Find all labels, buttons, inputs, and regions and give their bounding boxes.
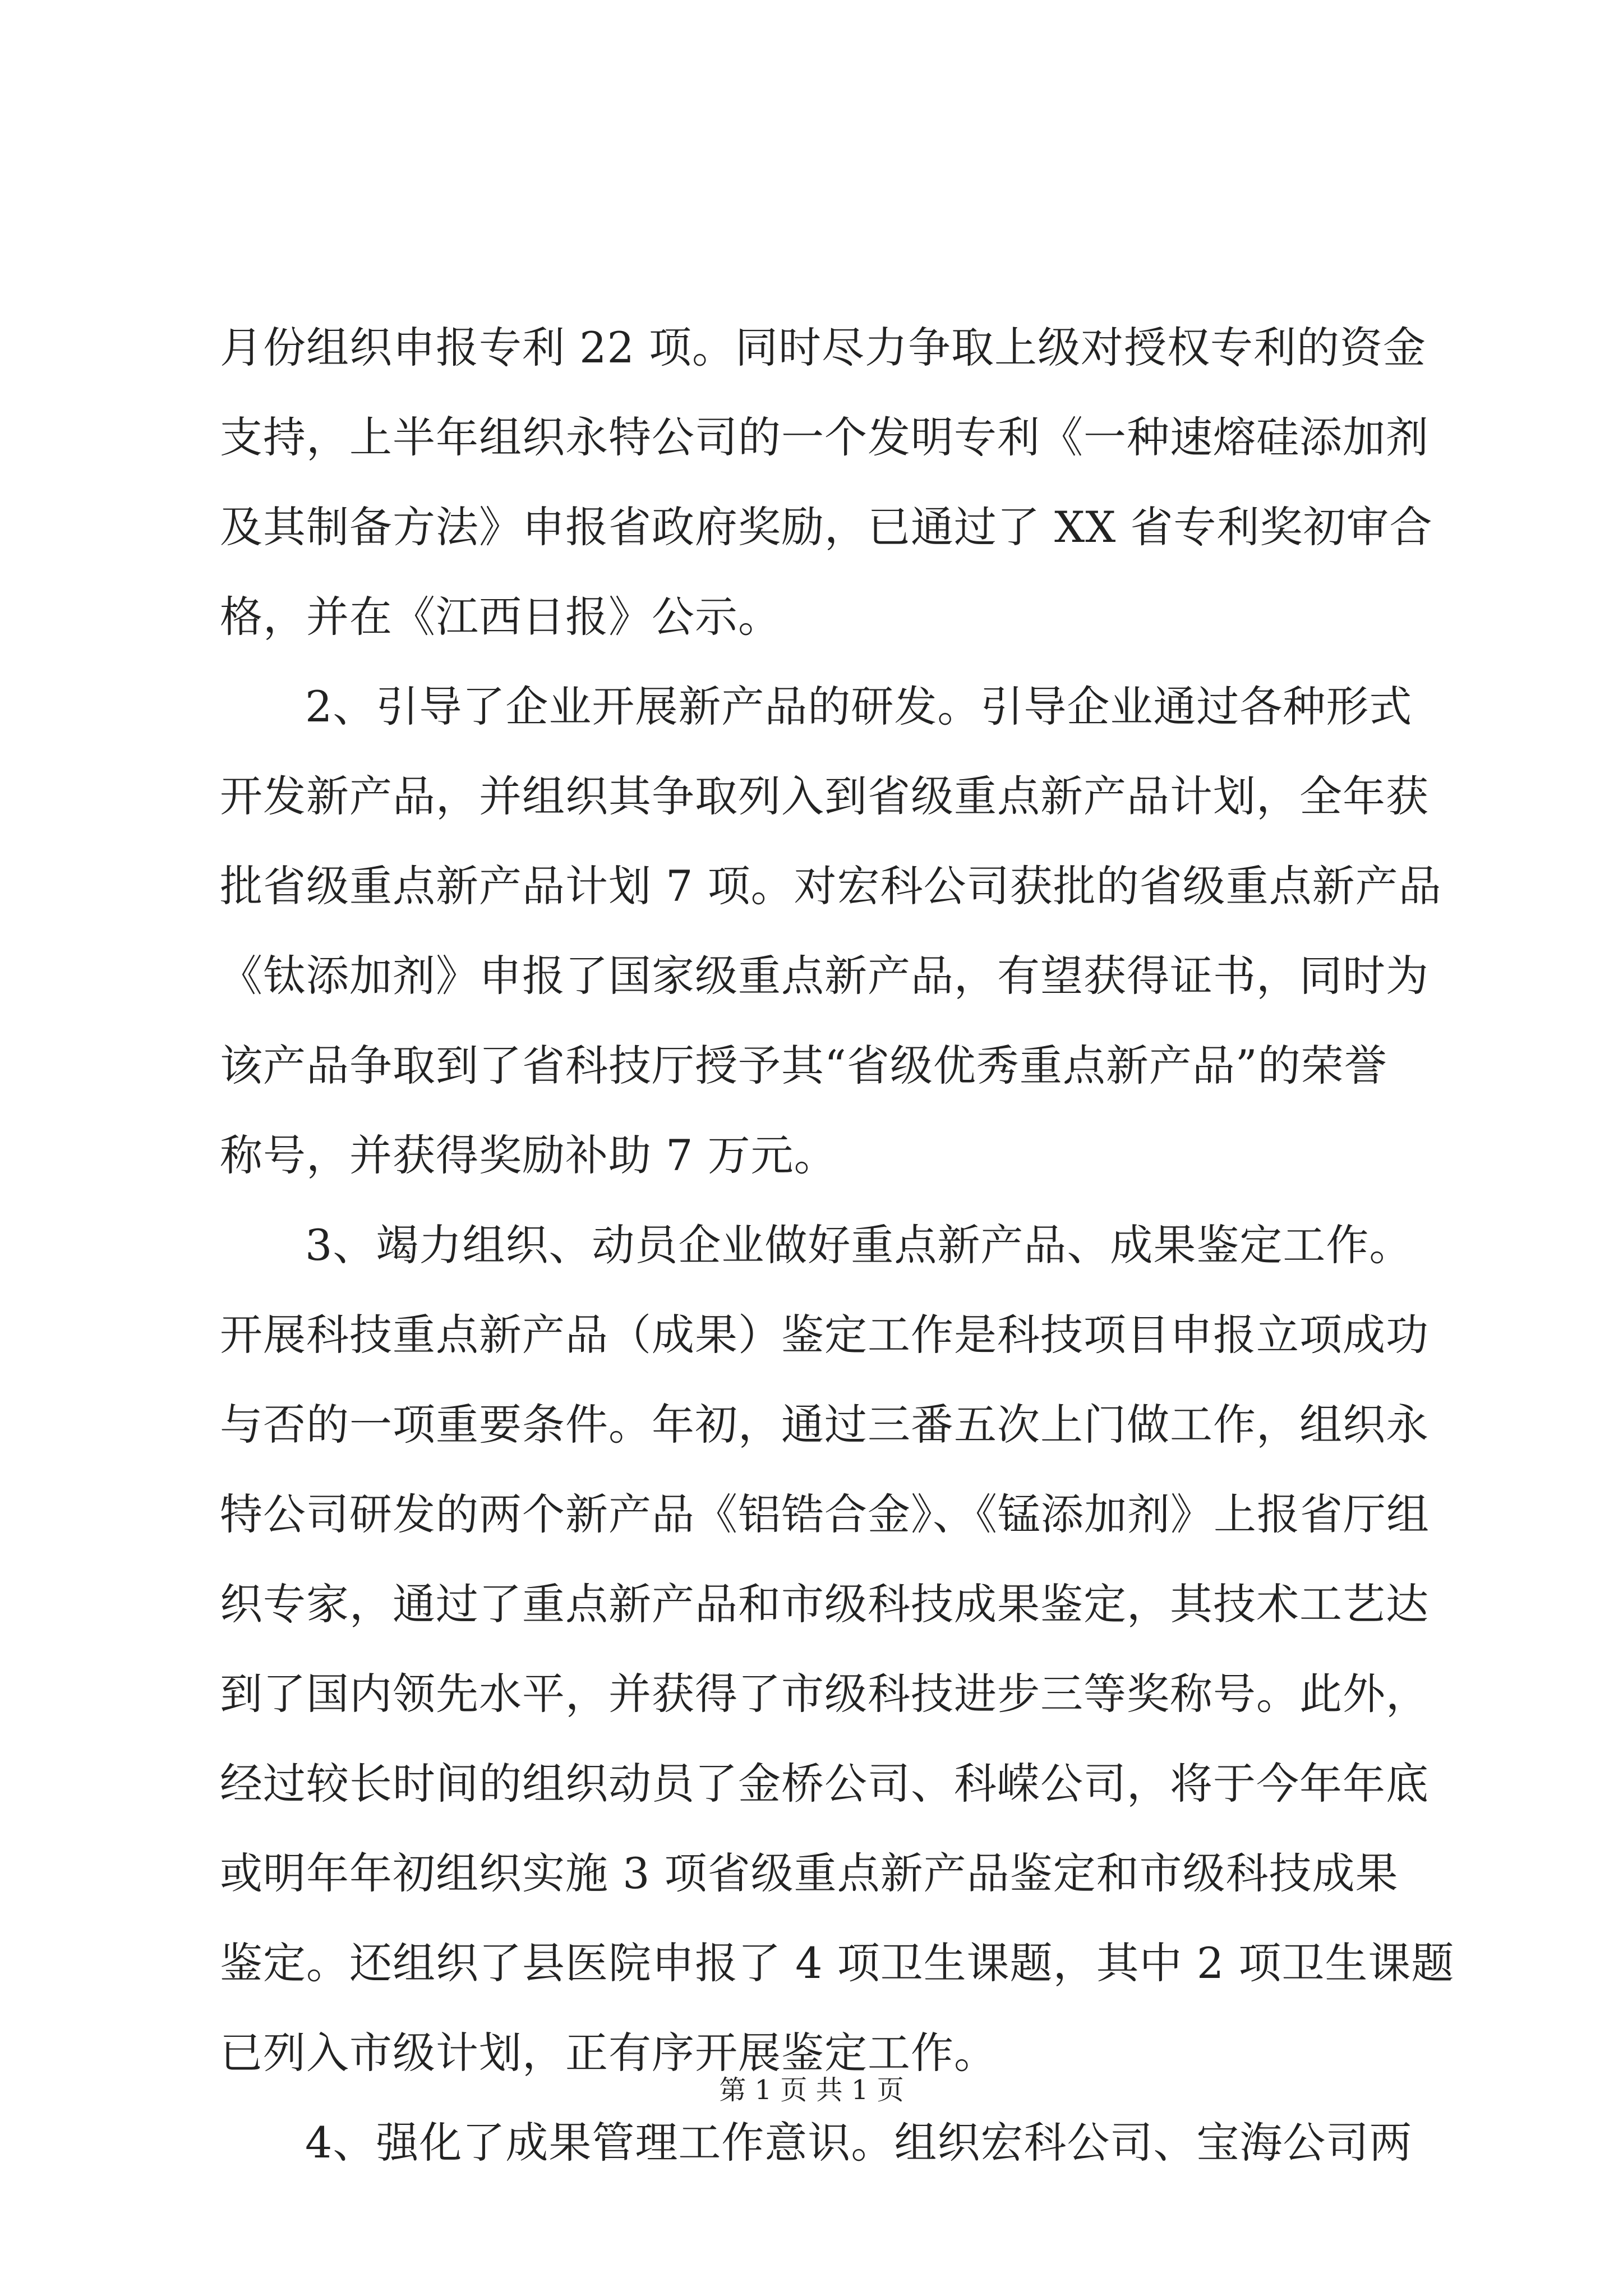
text-line: 开展科技重点新产品（成果）鉴定工作是科技项目申报立项成功 — [220, 1310, 1429, 1360]
text-line: 与否的一项重要条件。年初，通过三番五次上门做工作，组织永 — [220, 1400, 1429, 1450]
text-line: 该产品争取到了省科技厅授予其“省级优秀重点新产品”的荣誉 — [220, 1041, 1387, 1091]
text-line: 织专家，通过了重点新产品和市级科技成果鉴定，其技术工艺达 — [220, 1579, 1429, 1629]
text-line: 到了国内领先水平，并获得了市级科技进步三等奖称号。此外， — [220, 1669, 1429, 1719]
text-line: 特公司研发的两个新产品《铝锆合金》、《锰添加剂》上报省厅组 — [220, 1489, 1430, 1539]
text-line: 格，并在《江西日报》公示。 — [220, 592, 781, 642]
paragraph-start-line: 2、引导了企业开展新产品的研发。引导企业通过各种形式 — [305, 682, 1413, 731]
document-body — [220, 303, 1455, 2188]
text-line: 支持，上半年组织永特公司的一个发明专利《一种速熔硅添加剂 — [220, 412, 1429, 462]
text-line: 经过较长时间的组织动员了金桥公司、科嵘公司，将于今年年底 — [220, 1759, 1429, 1809]
text-line: 批省级重点新产品计划 7 项。对宏科公司获批的省级重点新产品 — [220, 861, 1442, 911]
paragraph-start-line: 3、竭力组织、动员企业做好重点新产品、成果鉴定工作。 — [305, 1220, 1413, 1270]
page-footer: 第 1 页 共 1 页 — [719, 2074, 904, 2106]
paragraph-start-line: 4、强化了成果管理工作意识。组织宏科公司、宝海公司两 — [305, 2118, 1413, 2168]
text-line: 已列入市级计划，正有序开展鉴定工作。 — [220, 2028, 997, 2078]
text-line: 月份组织申报专利 22 项。同时尽力争取上级对授权专利的资金 — [220, 323, 1427, 372]
text-line: 及其制备方法》申报省政府奖励，已通过了 XX 省专利奖初审合 — [220, 502, 1433, 552]
text-line: 鉴定。还组织了县医院申报了 4 项卫生课题，其中 2 项卫生课题 — [220, 1938, 1455, 1988]
text-line: 称号，并获得奖励补助 7 万元。 — [220, 1130, 837, 1180]
text-line: 开发新产品，并组织其争取列入到省级重点新产品计划，全年获 — [220, 771, 1429, 821]
text-line: 或明年年初组织实施 3 项省级重点新产品鉴定和市级科技成果 — [220, 1848, 1399, 1898]
text-line: 《钛添加剂》申报了国家级重点新产品，有望获得证书，同时为 — [220, 951, 1429, 1001]
